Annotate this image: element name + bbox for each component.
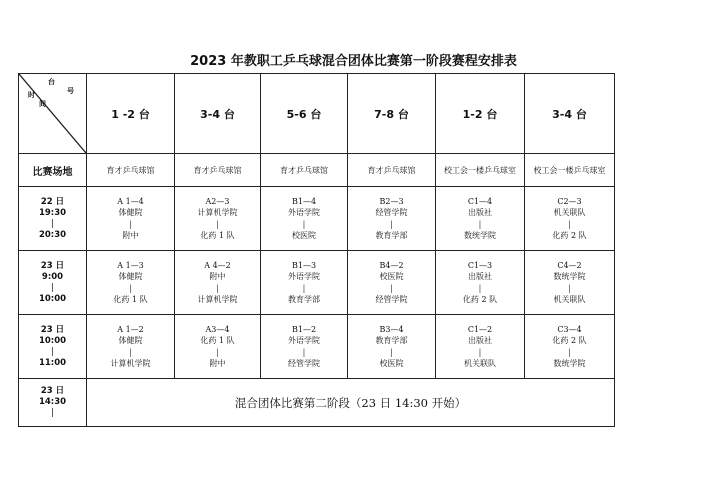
separator: |: [51, 346, 54, 357]
team-1: 校医院: [379, 272, 404, 281]
team-2: 教育学部: [375, 231, 408, 240]
team-1: 化药 2 队: [552, 336, 587, 345]
court-header: 1 -2 台: [87, 74, 175, 154]
match-code: B1—3: [291, 260, 317, 270]
match-cell: [436, 187, 525, 251]
match-cell: [525, 315, 615, 379]
separator: |: [568, 219, 571, 229]
team-1: 体健院: [118, 272, 143, 281]
match-code: A 1—4: [117, 196, 144, 206]
round-row: [19, 315, 615, 379]
team-2: 经管学院: [288, 359, 320, 368]
time-cell: [19, 379, 87, 427]
corner-label-tai: 台: [48, 78, 55, 86]
team-2: 校医院: [292, 231, 316, 240]
match-code: C4—2: [557, 260, 582, 270]
separator: |: [129, 219, 132, 229]
match-cell: [175, 315, 261, 379]
team-1: 化药 1 队: [200, 336, 235, 345]
round-date: 22 日: [40, 196, 65, 207]
venue-cell: 育才乒乓球馆: [87, 154, 175, 187]
page-title: 2023 年教职工乒乓球混合团体比赛第一阶段赛程安排表: [190, 54, 517, 69]
separator: |: [568, 347, 571, 357]
separator: |: [302, 347, 306, 357]
round-end: 20:30: [38, 229, 67, 240]
venue-row: [19, 154, 615, 187]
match-code: B3—4: [379, 324, 404, 334]
team-1: 机关联队: [553, 208, 586, 217]
match-code: C1—3: [467, 260, 493, 270]
match-cell: [348, 187, 436, 251]
venue-cell: 校工会一楼乒乓球室: [525, 154, 615, 187]
match-cell: [436, 251, 525, 315]
round-row: [19, 187, 615, 251]
team-1: 体健院: [118, 336, 143, 345]
separator: |: [478, 283, 482, 293]
header-row: [19, 74, 615, 154]
team-1: 外语学院: [288, 208, 320, 217]
match-cell: [525, 187, 615, 251]
round-start: 14:30: [38, 397, 67, 407]
match-code: A 4—2: [204, 260, 231, 270]
round-date: 23 日: [40, 324, 65, 335]
match-code: B1—2: [291, 324, 317, 334]
team-2: 机关联队: [464, 359, 496, 368]
court-header: 3-4 台: [525, 74, 615, 154]
team-2: 计算机学院: [197, 295, 238, 304]
team-2: 化药 2 队: [462, 295, 498, 304]
schedule-table: [18, 73, 615, 427]
team-1: 外语学院: [288, 336, 320, 345]
team-1: 经管学院: [375, 208, 408, 217]
separator: |: [478, 219, 482, 229]
round-start: 9:00: [41, 271, 64, 282]
separator: |: [129, 347, 132, 357]
match-cell: [261, 251, 348, 315]
match-code: C1—2: [467, 324, 493, 334]
match-cell: [261, 315, 348, 379]
round-end: 11:00: [38, 357, 67, 368]
separator: |: [216, 283, 219, 293]
separator: |: [478, 347, 482, 357]
court-header: 7-8 台: [348, 74, 436, 154]
team-2: 附中: [122, 231, 139, 240]
team-2: 数统学院: [464, 231, 496, 240]
team-1: 出版社: [468, 336, 492, 345]
team-2: 经管学院: [375, 295, 408, 304]
round-date: 23 日: [40, 260, 65, 271]
venue-cell: 育才乒乓球馆: [348, 154, 436, 187]
team-1: 出版社: [468, 272, 492, 281]
separator: |: [51, 282, 54, 293]
court-header: 5-6 台: [261, 74, 348, 154]
match-cell: [525, 251, 615, 315]
match-cell: [87, 251, 175, 315]
time-cell: [19, 251, 87, 315]
match-code: B1—4: [291, 196, 317, 206]
team-1: 外语学院: [288, 272, 320, 281]
team-1: 出版社: [468, 208, 492, 217]
match-code: A2—3: [205, 196, 230, 206]
venue-cell: 校工会一楼乒乓球室: [436, 154, 525, 187]
time-cell: [19, 187, 87, 251]
round-start: 19:30: [38, 207, 67, 218]
match-cell: [175, 187, 261, 251]
team-1: 数统学院: [553, 272, 586, 281]
separator: |: [390, 347, 393, 357]
match-cell: [348, 251, 436, 315]
match-code: C2—3: [557, 196, 582, 206]
match-code: A 1—2: [117, 324, 144, 334]
match-code: C3—4: [557, 324, 582, 334]
round-date: 23 日: [40, 386, 65, 396]
match-cell: [175, 251, 261, 315]
corner-label-jian: 间: [39, 100, 46, 108]
separator: |: [390, 219, 393, 229]
team-1: 计算机学院: [197, 208, 238, 217]
corner-cell: [19, 74, 87, 154]
round-start: 10:00: [38, 335, 67, 346]
round-end: 10:00: [38, 293, 67, 304]
venue-cell: 育才乒乓球馆: [261, 154, 348, 187]
separator: |: [129, 283, 132, 293]
separator: |: [302, 283, 306, 293]
venue-label: 比赛场地: [19, 154, 87, 187]
team-1: 附中: [209, 272, 226, 281]
team-2: 数统学院: [553, 359, 586, 368]
match-cell: [348, 315, 436, 379]
match-cell: [436, 315, 525, 379]
separator: |: [390, 283, 393, 293]
team-2: 化药 1 队: [113, 295, 148, 304]
round-row: [19, 251, 615, 315]
team-2: 教育学部: [288, 295, 320, 304]
match-cell: [261, 187, 348, 251]
separator: |: [302, 219, 306, 229]
match-cell: [87, 187, 175, 251]
corner-label-shi: 时: [28, 91, 35, 99]
team-1: 体健院: [118, 208, 143, 217]
team-2: 计算机学院: [110, 359, 151, 368]
team-2: 附中: [209, 359, 226, 368]
corner-label-hao: 号: [67, 87, 74, 95]
separator: |: [568, 283, 571, 293]
team-2: 校医院: [379, 359, 404, 368]
match-code: A3—4: [205, 324, 230, 334]
separator: |: [216, 347, 219, 357]
stage-two-row: [19, 379, 615, 427]
stage-two-notice: 混合团体比赛第二阶段（23 日 14:30 开始）: [87, 379, 615, 427]
venue-cell: 育才乒乓球馆: [175, 154, 261, 187]
match-cell: [87, 315, 175, 379]
match-code: B2—3: [379, 196, 404, 206]
team-2: 化药 2 队: [552, 231, 587, 240]
team-1: 教育学部: [375, 336, 408, 345]
team-2: 化药 1 队: [200, 231, 235, 240]
court-header: 1-2 台: [436, 74, 525, 154]
separator: |: [216, 219, 219, 229]
match-code: B4—2: [379, 260, 404, 270]
team-2: 机关联队: [553, 295, 586, 304]
match-code: C1—4: [467, 196, 493, 206]
court-header: 3-4 台: [175, 74, 261, 154]
match-code: A 1—3: [117, 260, 144, 270]
separator: |: [51, 408, 54, 418]
separator: |: [51, 218, 54, 229]
time-cell: [19, 315, 87, 379]
